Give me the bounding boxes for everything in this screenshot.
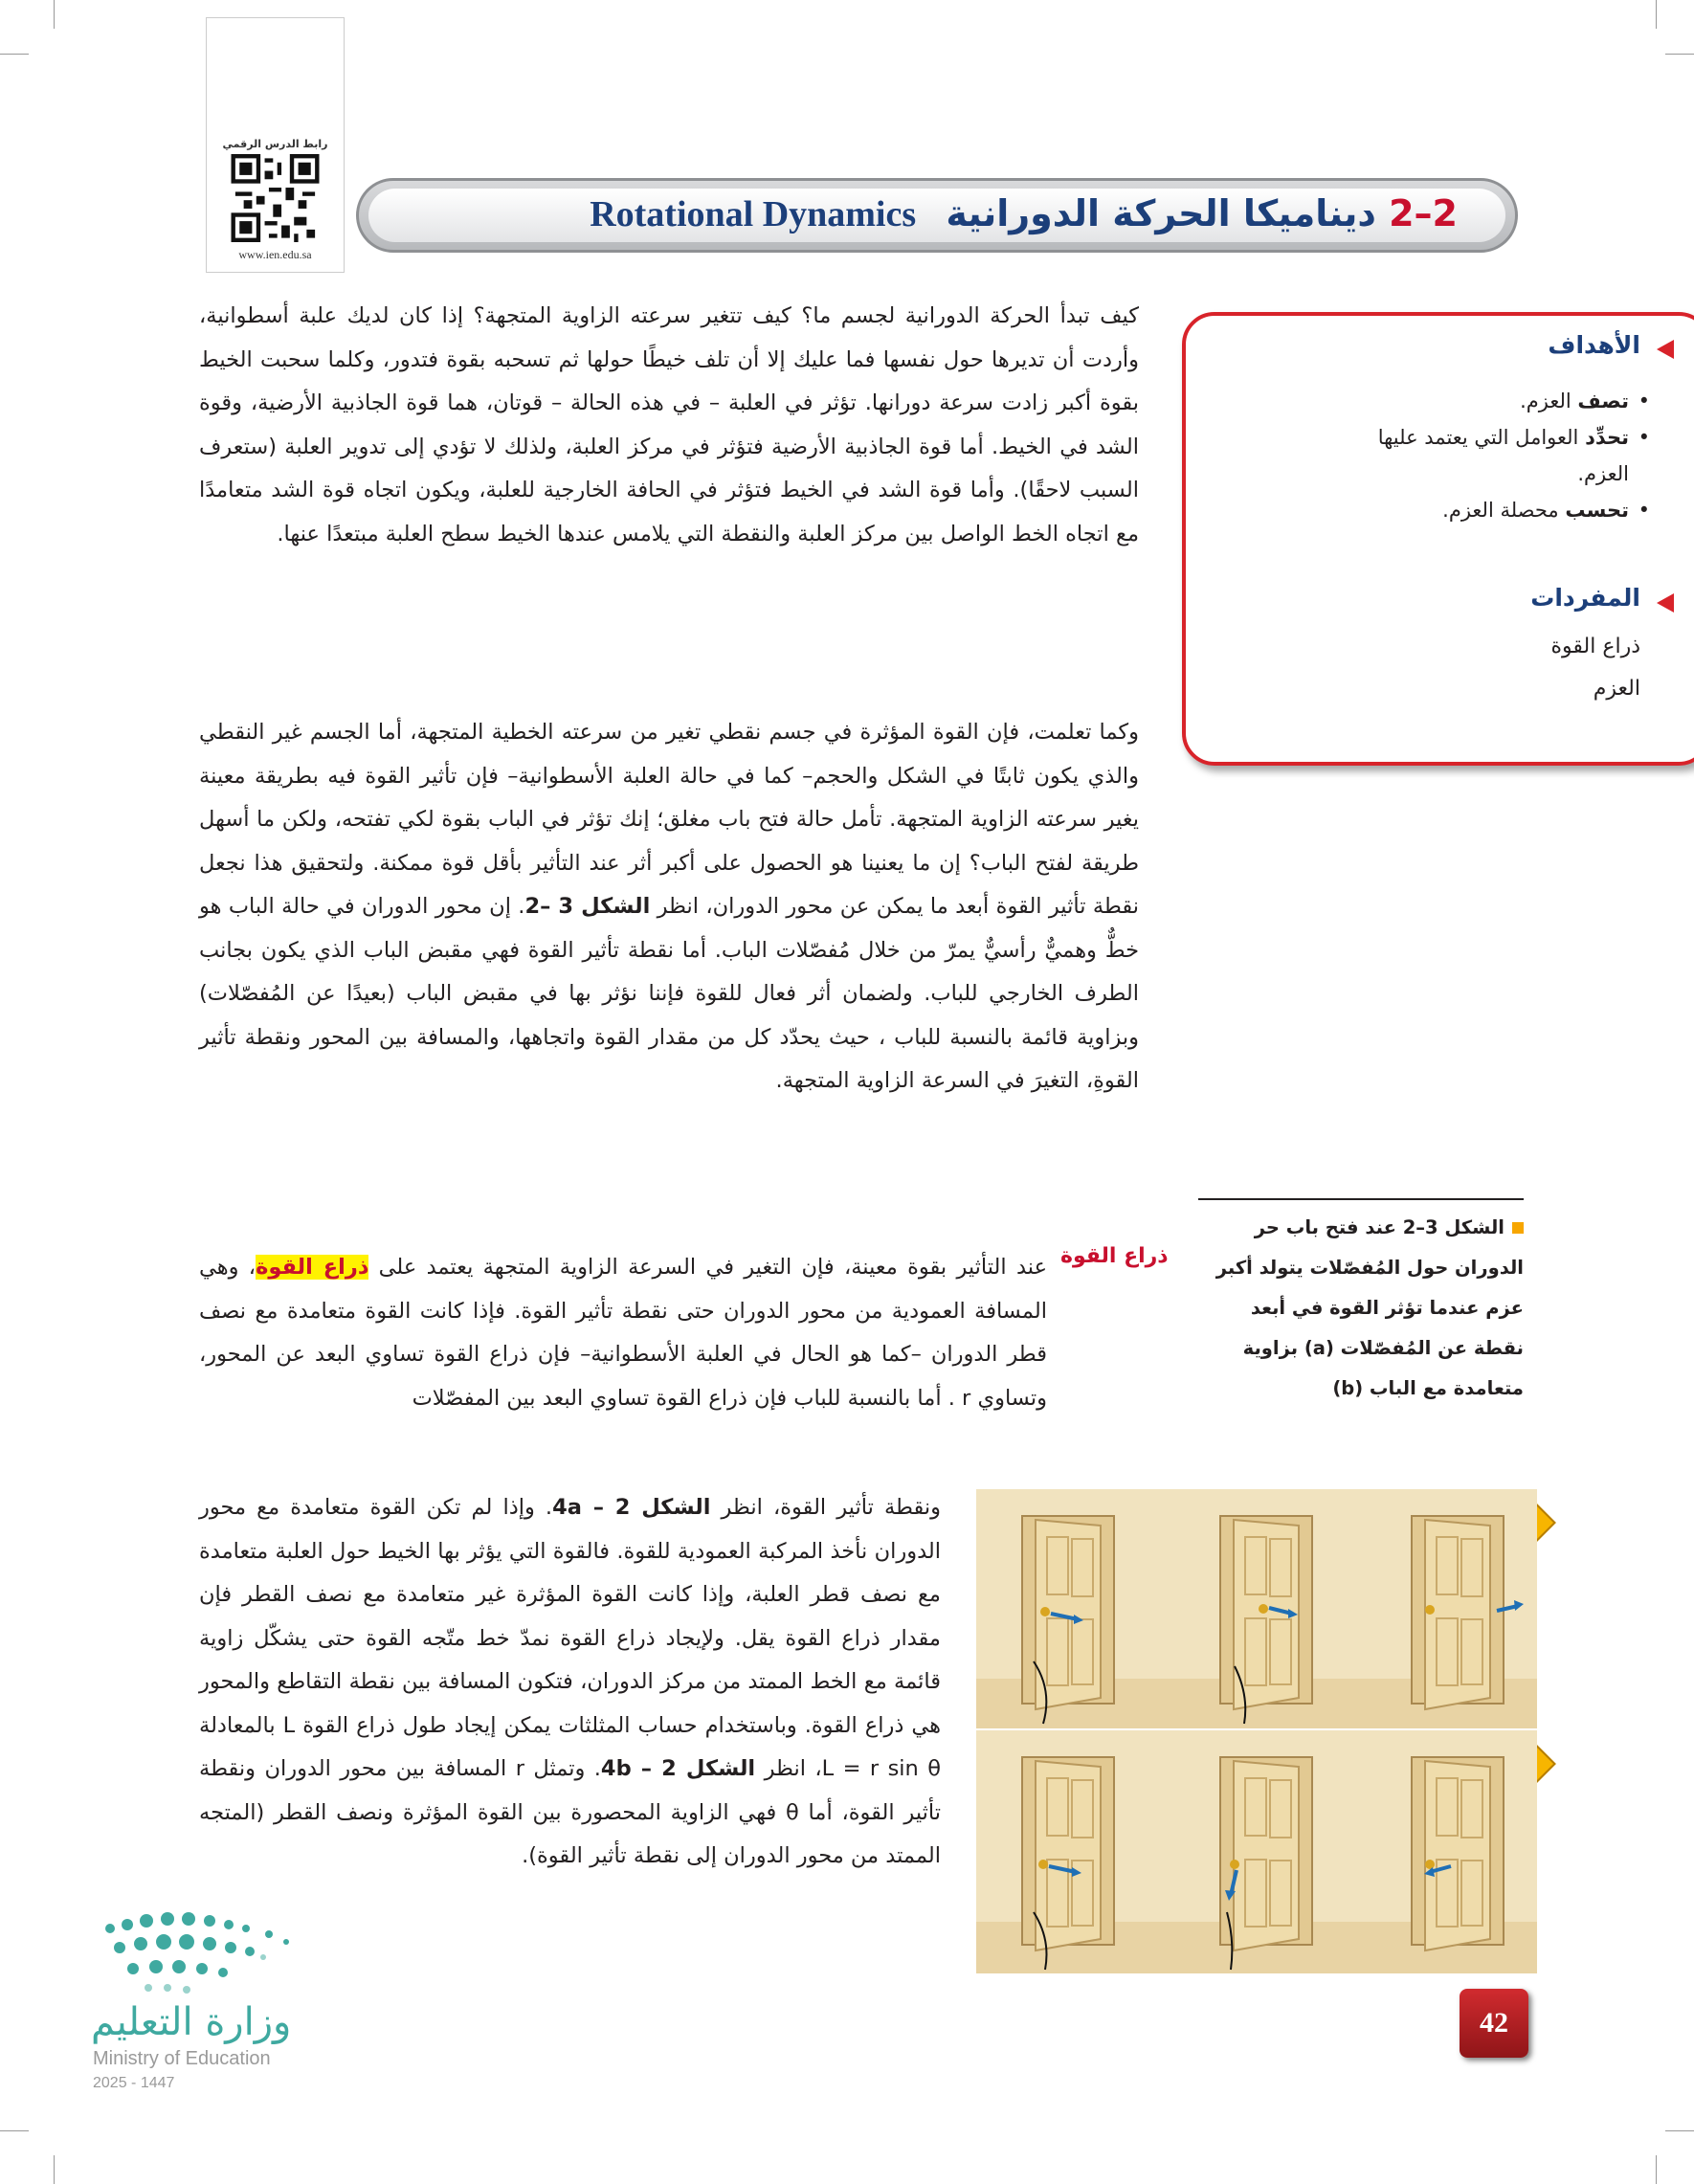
crop-mark xyxy=(1665,2130,1694,2131)
section-number: 2–2 xyxy=(1389,192,1458,234)
paragraph-text: ونقطة تأثير القوة، انظر xyxy=(710,1495,941,1520)
page-number: 42 xyxy=(1460,1989,1528,2058)
door-small-effect xyxy=(1220,1516,1312,1724)
objective-text: العزم. xyxy=(1520,390,1578,412)
figure-panel-a xyxy=(976,1489,1537,1728)
crop-mark xyxy=(1656,0,1657,29)
figure-caption xyxy=(1198,1208,1524,1409)
crop-mark xyxy=(1665,54,1694,55)
objective-verb: تصف xyxy=(1577,390,1629,412)
objective-item xyxy=(1363,419,1650,492)
ministry-name-arabic: وزارة التعليم xyxy=(91,2000,292,2044)
ministry-logo-icon xyxy=(91,1900,311,2005)
paragraph-text: عند التأثير بقوة معينة، فإن التغير في السرعة الزاوية المتجهة يعتمد على xyxy=(368,1255,1047,1280)
margin-term: ذراع القوة xyxy=(1060,1244,1169,1268)
paragraph-3 xyxy=(199,1246,1047,1420)
paragraph-text: ، وهي المسافة العمودية من محور الدوران حتى نقطة تأثير القوة. فإذا كانت القوة متعامدة مع نصف قطر الدوران –كما هو الحال في العلبة الأسطوانية– فإن ذراع القوة تساوي البعد عن المحور، وتساوي r . أما بالنسبة للباب فإن ذراع القوة تساوي البعد بين المفصّلات xyxy=(199,1255,1047,1411)
section-title xyxy=(590,192,1458,235)
objective-text: محصلة العزم. xyxy=(1442,499,1566,522)
doors-illustration-a xyxy=(976,1489,1537,1728)
arrow-icon xyxy=(1657,340,1674,359)
qr-code-box[interactable] xyxy=(206,17,345,273)
paragraph-text: وكما تعلمت، فإن القوة المؤثرة في جسم نقطي تغير من سرعته الخطية المتجهة، أما الجسم غير النقطي والذي يكون ثابتًا في الشكل والحجم– كما في حالة العلبة الأسطوانية– فإن تأثير القوة فيه بطريقة معينة يغير سرعته الزاوية المتجهة. تأمل حالة فتح باب مغلق؛ إنك تؤثر في الباب بقوة لكي تفتحه، ولكن ما أسهل طريقة لفتح الباب؟ إن ما يعنينا هو الحصول على أكبر أثر عند التأثير بأقل قوة ممكنة. ولتحقيق هذا نجعل نقطة تأثير القوة أبعد ما يمكن عن محور الدوران، انظر xyxy=(199,720,1139,919)
objective-item xyxy=(1363,492,1650,528)
section-title-arabic: ديناميكا الحركة الدورانية xyxy=(946,192,1376,234)
crop-mark xyxy=(0,54,29,55)
paragraph-4 xyxy=(199,1486,941,1879)
vocab-heading: المفردات xyxy=(1530,584,1640,612)
figure-ref: الشكل 4a – 2 xyxy=(552,1495,711,1520)
vocab-item: ذراع القوة xyxy=(1550,635,1640,658)
caption-lead: الشكل 3–2 xyxy=(1402,1216,1505,1238)
door-max-effect xyxy=(1022,1516,1114,1724)
crop-mark xyxy=(54,2155,55,2184)
paragraph-2 xyxy=(199,711,1139,1103)
caption-rule xyxy=(1198,1198,1524,1200)
paragraph-text: . إن محور الدوران في حالة الباب هو خطٌّ وهميٌّ رأسيٌّ يمرّ من خلال مُفصّلات الباب. أما نقطة تأثير القوة فهي مقبض الباب الذي يكون بجانب الطرف الخارجي للباب. ولضمان أثر فعال للقوة فإننا نؤثر بها في مقبض الباب (بعيدًا عن المُفصّلات) وبزاوية قائمة بالنسبة للباب ، حيث يحدّد كل من مقدار القوة واتجاهها، والمسافة بين المحور ونقطة تأثير القوةِ، التغيرَ في السرعة الزاوية المتجهة. xyxy=(199,894,1139,1093)
objectives-list xyxy=(1363,383,1650,528)
door-no-effect xyxy=(1412,1757,1504,1950)
ministry-name-english: Ministry of Education xyxy=(93,2048,271,2069)
section-title-english: Rotational Dynamics xyxy=(590,194,917,234)
section-title-bar xyxy=(356,178,1518,253)
caption-text: عند فتح باب حر الدوران حول المُفصّلات يتولد أكبر عزم عندما تؤثر القوة في أبعد نقطة عن المُفصّلات (a) بزاوية متعامدة مع الباب (b) xyxy=(1215,1216,1524,1399)
figure-panel-b xyxy=(976,1730,1537,1973)
objective-item xyxy=(1363,383,1650,419)
objectives-panel xyxy=(1182,312,1694,766)
paragraph-text: . وإذا لم تكن القوة متعامدة مع محور الدوران نأخذ المركبة العمودية للقوة. فالقوة التي يؤثر بها الخيط حول العلبة متعامدة مع نصف قطر العلبة، وإذا كانت القوة المؤثرة غير متعامدة مع نصف القطر فإن مقدار ذراع القوة يقل. ولإيجاد ذراع القوة نمدّ خط متّجه القوة حتى يشكّل زاوية قائمة مع الخط الممتد من مركز الدوران، فتكون المسافة بين نقطة التقاطع والمحور هي ذراع القوة. وباستخدام حساب المثلثات يمكن إيجاد طول ذراع القوة L بالمعادلة L = r sin θ، انظر xyxy=(199,1495,942,1781)
ministry-year: 2025 - 1447 xyxy=(93,2075,175,2091)
crop-mark xyxy=(1656,2155,1657,2184)
objective-verb: تحسب xyxy=(1565,499,1629,522)
qr-url[interactable]: www.ien.edu.sa xyxy=(238,248,312,261)
objective-verb: تحدِّد xyxy=(1585,426,1629,449)
paragraph-1: كيف تبدأ الحركة الدورانية لجسم ما؟ كيف تتغير سرعته الزاوية المتجهة؟ إذا كان لديك علبة أسطوانية، وأردت أن تديرها حول نفسها فما عليك إلا أن تلف خيطًا حولها ثم تسحبه بقوة فتدور، وكلما سحبت الخيط بقوة أكبر زادت سرعة دورانها. تؤثر في العلبة – في هذه الحالة – قوتان، هما قوة الجاذبية الأرضية، وقوة الشد في الخيط. أما قوة الجاذبية الأرضية فتؤثر في مركز العلبة، ولذلك لا تؤدي إلى تدوير العلبة (ستعرف السبب لاحقًا). وأما قوة الشد في الخيط فتؤثر في الحافة الخارجية للعلبة، ويكون اتجاه قوة الشد متعامدًا مع اتجاه الخط الواصل بين مركز العلبة والنقطة التي يلامس عندها الخيط سطح العلبة مبتعدًا عنها. xyxy=(199,303,1139,546)
figure-ref: الشكل 3 –2 xyxy=(524,894,651,919)
qr-label: رابط الدرس الرقمي xyxy=(222,138,328,150)
door-max-effect xyxy=(1022,1757,1114,1970)
doors-illustration-b xyxy=(976,1730,1537,1973)
crop-mark xyxy=(54,0,55,29)
qr-code-icon[interactable] xyxy=(218,154,332,242)
vocab-item: العزم xyxy=(1593,677,1640,701)
figure-ref: الشكل 4b – 2 xyxy=(600,1756,756,1781)
highlighted-term: ذراع القوة xyxy=(256,1255,369,1280)
door-small-effect xyxy=(1220,1757,1312,1970)
objective-text: العوامل التي يعتمد عليها العزم. xyxy=(1377,426,1629,485)
vocab-list xyxy=(1551,626,1641,710)
arrow-icon xyxy=(1657,593,1674,613)
objectives-heading: الأهداف xyxy=(1548,331,1640,359)
crop-mark xyxy=(0,2130,29,2131)
paragraph-text: . وتمثل r المسافة بين محور الدوران ونقطة تأثير القوة، أما θ فهي الزاوية المحصورة بين القوة المؤثرة ونصف القطر (المتجه الممتد من محور الدوران إلى نقطة تأثير القوة). xyxy=(199,1756,941,1868)
caption-square-icon xyxy=(1512,1222,1524,1234)
